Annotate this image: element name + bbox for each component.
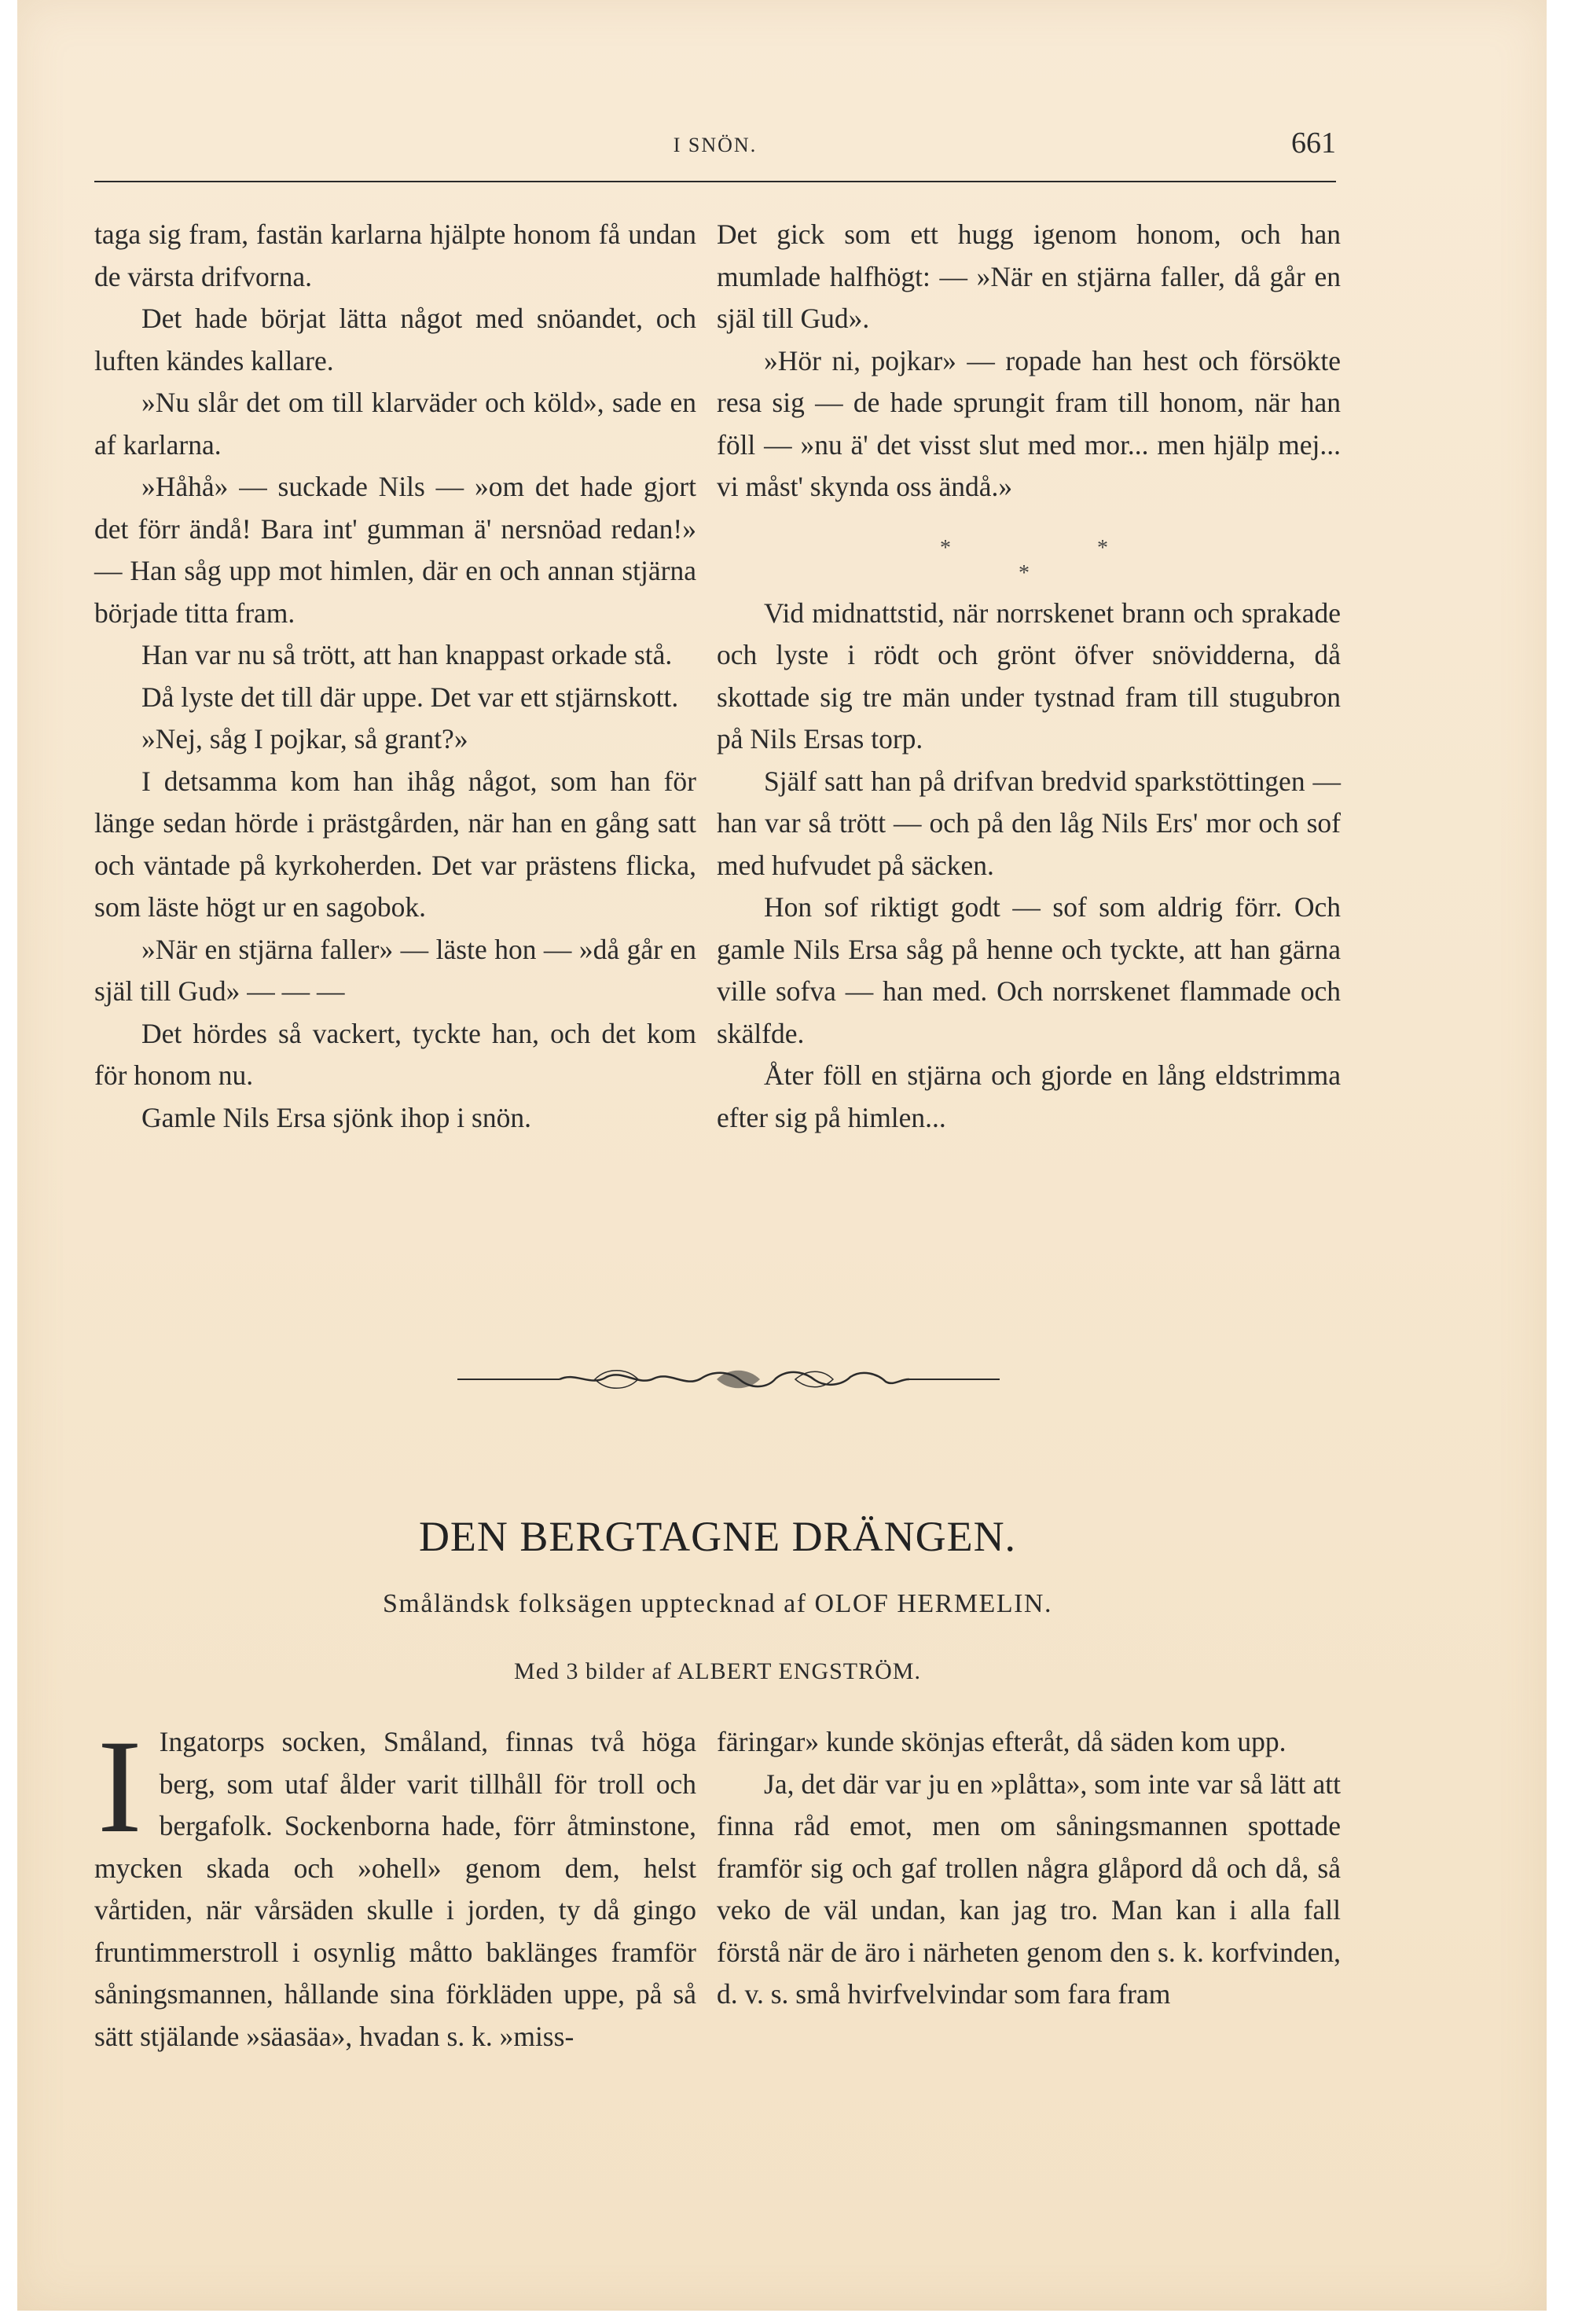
article-left-column (94, 1713, 696, 2058)
paragraph: Ingatorps socken, Småland, finnas två höga berg, som utaf ålder varit tillhåll för troll och bergafolk. Sockenborna hade, förr åtminstone, mycken skada och »ohell» genom dem, helst vårtiden, när vårsäden skulle i jorden, ty då gingo fruntimmerstroll i osynlig måtto baklänges framför såningsmannen, hållande sina förkläden uppe, på så sätt stjälande »säasäa», hvadan s. k. »miss- (94, 1726, 696, 2052)
paragraph: Gamle Nils Ersa sjönk ihop i snön. (141, 1101, 531, 1133)
asterisk: * (1097, 535, 1108, 560)
drop-cap: I (97, 1713, 142, 1860)
paragraph: »Nu slår det om till klarväder och köld», sade en af karlarna. (94, 387, 696, 461)
section-break (717, 508, 1341, 593)
running-title: I SNÖN. (673, 134, 758, 156)
paragraph: Själf satt han på drifvan bredvid sparkstöttingen — han var så trött — och på den låg Nils Ers' mor och sof med hufvudet på säcken. (717, 765, 1341, 881)
left-column (94, 214, 696, 1139)
right-column (717, 214, 1341, 1139)
paragraph: taga sig fram, fastän karlarna hjälpte honom få undan de värsta drifvorna. (94, 218, 696, 292)
paragraph: »Hör ni, pojkar» — ropade han hest och försökte resa sig — de hade sprungit fram till honom, när han föll — »nu ä' det visst slut med mor... men hjälp mej... vi måst' skynda oss ändå.» (717, 344, 1341, 502)
paragraph: Det hade börjat lätta något med snöandet, och luften kändes kallare. (94, 303, 696, 376)
page (17, 0, 1547, 2311)
paragraph: »Nej, såg I pojkar, så grant?» (141, 723, 468, 754)
paragraph: »Håhå» — suckade Nils — »om det hade gjort det förr ändå! Bara int' gumman ä' nersnöad redan!» — Han såg upp mot himlen, där en och annan stjärna började titta fram. (94, 471, 696, 629)
paragraph: färingar» kunde skönjas efteråt, då säden kom upp. (717, 1726, 1287, 1757)
paragraph: Ja, det där var ju en »plåtta», som inte var så lätt att finna råd emot, men om såningsmannen spottade framför sig och gaf trollen några glåpord då och då, så veko de väl undan, kan jag tro. Man kan i alla fall förstå när de äro i närheten genom den s. k. korfvinden, d. v. s. små hvirfvelvindar som fara fram (717, 1768, 1341, 2010)
page-header (94, 127, 1336, 182)
asterisk: * (1019, 560, 1030, 586)
paragraph: »När en stjärna faller» — läste hon — »då går en själ till Gud» — — — (94, 933, 696, 1007)
paragraph: I detsamma kom han ihåg något, som han för länge sedan hörde i prästgården, när han en gång satt och väntade på kyrkoherden. Det var prästens flicka, som läste högt ur en sagobok. (94, 765, 696, 923)
article-right-column (717, 1721, 1341, 2016)
ornament-divider (457, 1368, 1000, 1391)
paragraph: Då lyste det till där uppe. Det var ett stjärnskott. (141, 681, 679, 713)
page-number: 661 (1291, 127, 1336, 160)
article-byline: Med 3 bilder af ALBERT ENGSTRÖM. (514, 1658, 921, 1684)
paragraph: Han var nu så trött, att han knappast orkade stå. (141, 639, 673, 670)
asterisk: * (940, 535, 951, 560)
article-subtitle: Småländsk folksägen upptecknad af OLOF HERMELIN. (383, 1589, 1052, 1618)
paragraph: Hon sof riktigt godt — sof som aldrig förr. Och gamle Nils Ersa såg på henne och tyckte, att han gärna ville sofva — han med. Och norrskenet flammade och skälfde. (717, 891, 1341, 1049)
paragraph: Det hördes så vackert, tyckte han, och det kom för honom nu. (94, 1017, 696, 1091)
paragraph: Vid midnattstid, när norrskenet brann och sprakade och lyste i rödt och grönt öfver snövidderna, då skottade sig tre män under tystnad fram till stugubron på Nils Ersas torp. (717, 597, 1341, 754)
paragraph: Åter föll en stjärna och gjorde en lång eldstrimma efter sig på himlen... (717, 1059, 1341, 1133)
article-title: DEN BERGTAGNE DRÄNGEN. (418, 1513, 1017, 1560)
paragraph: Det gick som ett hugg igenom honom, och han mumlade halfhögt: — »När en stjärna faller, då går en själ till Gud». (717, 218, 1341, 334)
